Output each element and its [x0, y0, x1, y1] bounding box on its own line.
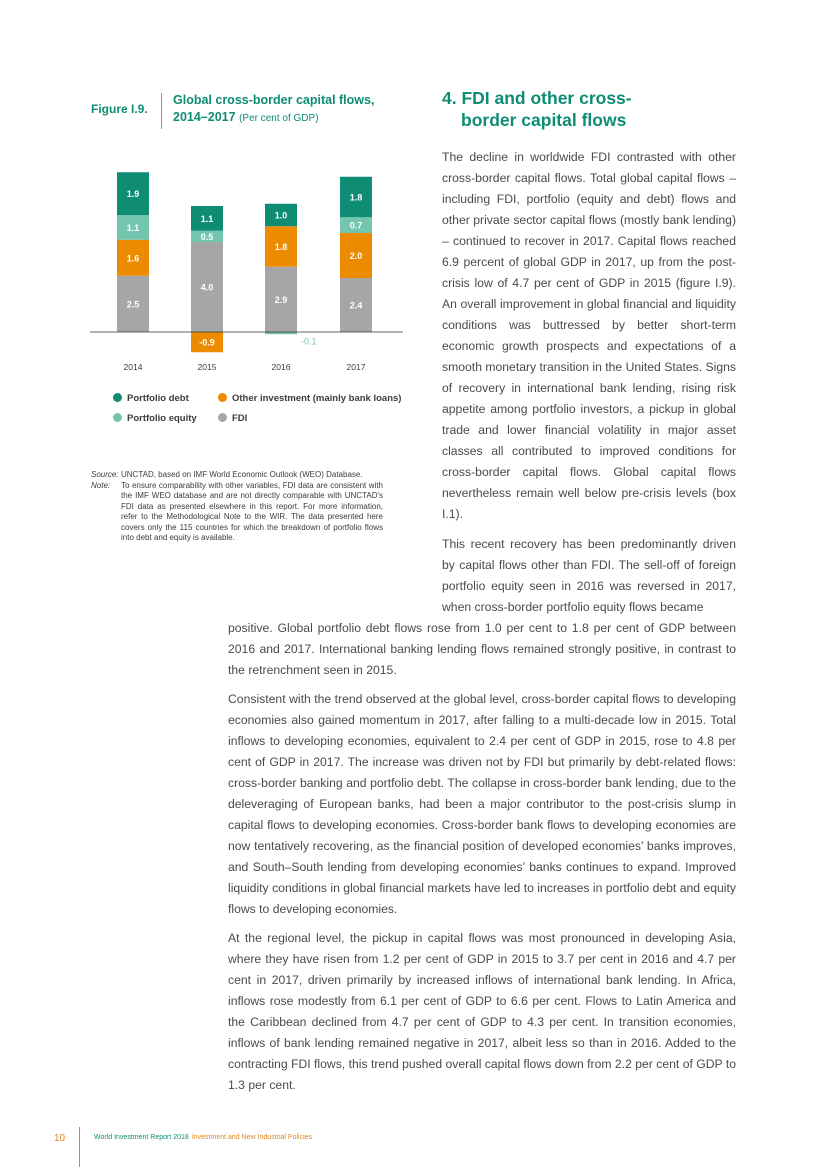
legend-portfolio-equity: Portfolio equity: [113, 413, 197, 424]
x-tick-label: 2015: [197, 362, 217, 372]
section-heading: [442, 87, 742, 131]
data-label: 1.1: [200, 213, 214, 224]
data-label: 1.0: [274, 210, 288, 221]
data-label: -0.9: [199, 337, 215, 348]
x-tick-label: 2016: [271, 362, 291, 372]
source-key: Source:: [91, 470, 119, 479]
section-heading-line2: border capital flows: [461, 110, 627, 130]
paragraph-2-cont: positive. Global portfolio debt flows rose from 1.0 per cent to 1.8 per cent of GDP between 2016 and 2017. International banking lending flows remained strongly positive, in contrast to the retrenchment seen in 2015.: [228, 621, 736, 677]
section-heading-line1: 4. FDI and other cross-: [442, 88, 632, 108]
note-key: Note:: [91, 480, 111, 490]
note-line: [91, 481, 391, 544]
data-label: 1.1: [126, 222, 140, 233]
data-label: 0.7: [349, 220, 363, 231]
footer-subtitle: Investment and New Industrial Policies: [191, 1134, 313, 1141]
footer-divider: [79, 1127, 80, 1167]
figure-title: [173, 92, 403, 127]
figure-divider: [161, 93, 162, 129]
figure-source-note: [91, 470, 391, 544]
legend-fdi: FDI: [218, 413, 247, 424]
data-label: 2.5: [126, 299, 140, 310]
source-line: [91, 470, 391, 481]
data-label: 2.0: [349, 251, 363, 261]
data-label: 0.5: [200, 231, 214, 242]
paragraph-3: Consistent with the trend observed at the global level, cross-border capital flows to developing economies also gained momentum in 2017, after falling to a multi-decade low in 2015. Total inflows to developing economies, equivalent to 2.4 per cent of GDP in 2015, rose to 4.8 per cent of GDP in 2017. The increase was driven not by FDI but primarily by debt-related flows: cross-border banking and portfolio debt. The collapse in cross-border bank lending, due to the deleveraging of European banks, had been a major contributor to the post-crisis slump in capital flows to developing economies. Cross-border bank flows to developing economies are now tentatively recovering, as the financial position of developed economies’ banks improves, and South–South lending from developing economies’ banks continues to expand. Improved liquidity conditions in global financial markets have led to increases in portfolio debt and equity flows to developing economies.: [228, 692, 736, 916]
data-label: 1.6: [126, 253, 140, 264]
legend-swatch: [113, 413, 122, 422]
data-label: 1.9: [126, 189, 140, 200]
paragraph-2-start: This recent recovery has been predominantly driven by capital flows other than FDI. The sell-off of foreign portfolio equity seen in 2016 was reversed in 2017, when cross-border portfolio equity flows became: [442, 537, 736, 614]
legend-swatch: [113, 393, 122, 402]
x-tick-label: 2017: [346, 362, 366, 372]
data-label: 1.8: [274, 242, 288, 252]
figure-label: Figure I.9.: [91, 102, 148, 116]
data-label: 4.0: [200, 282, 214, 293]
figure-title-text: Global cross-border capital flows, 2014–2017: [173, 93, 375, 124]
data-label: 1.8: [349, 192, 363, 203]
legend-swatch: [218, 413, 227, 422]
stacked-bar-chart: [88, 155, 408, 380]
paragraph-1: The decline in worldwide FDI contrasted with other cross-border capital flows. Total global capital flows – including FDI, portfolio (equity and debt) flows and other private sector capital flows (mostly bank lending) – continued to recover in 2017. Capital flows reached 6.9 percent of global GDP in 2017, up from the post-crisis low of 4.7 per cent of GDP in 2015 (figure I.9). An overall improvement in global financial and liquidity conditions was buttressed by better short-term economic growth prospects and expectations of a smooth monetary transition in the United States. Signs of recovery in international bank lending, rising risk appetite among portfolio investors, a pickup in global trade and lower financial volatility in major asset classes all contributed to improved conditions for cross-border capital flows. Global capital flows nevertheless remain well below pre-crisis levels (box I.1).: [442, 150, 737, 521]
data-label: -0.1: [301, 336, 317, 347]
footer-text: [94, 1134, 312, 1141]
legend-portfolio-debt: Portfolio debt: [113, 393, 189, 404]
page-number: 10: [54, 1133, 66, 1144]
source-text: UNCTAD, based on IMF World Economic Outlook (WEO) Database.: [121, 470, 363, 479]
note-text: To ensure comparability with other variables, FDI data are consistent with the IMF WEO database and are not directly comparable with UNCTAD's FDI data as presented elsewhere in this report. For more information, refer to the Methodological Note to the WIR. The data presented here covers only the 115 countries for which the breakdown of portfolio flows into debt and equity is available.: [121, 480, 383, 542]
data-label: 2.4: [349, 300, 363, 311]
data-label: 2.9: [274, 294, 288, 305]
figure-unit: (Per cent of GDP): [239, 113, 319, 124]
legend-other-investment: Other investment (mainly bank loans): [218, 393, 401, 404]
x-tick-label: 2014: [123, 362, 143, 372]
paragraph-4: At the regional level, the pickup in capital flows was most pronounced in developing Asia, where they have risen from 1.2 per cent of GDP in 2015 to 3.7 per cent in 2016 and 4.7 per cent in 2017, driven primarily by increased inflows of international bank lending. In Africa, inflows rose modestly from 6.1 per cent of GDP to 6.6 per cent. Flows to Latin America and the Caribbean declined from 4.7 per cent of GDP to 4.3 per cent. In transition economies, inflows of bank lending remained negative in 2017, albeit less so than in 2016. Added to the contracting FDI flows, this trend pushed overall capital flows down from 2.2 per cent of GDP to 1.3 per cent.: [228, 931, 736, 1092]
footer-report: World Investment Report 2018: [94, 1134, 189, 1141]
legend-swatch: [218, 393, 227, 402]
